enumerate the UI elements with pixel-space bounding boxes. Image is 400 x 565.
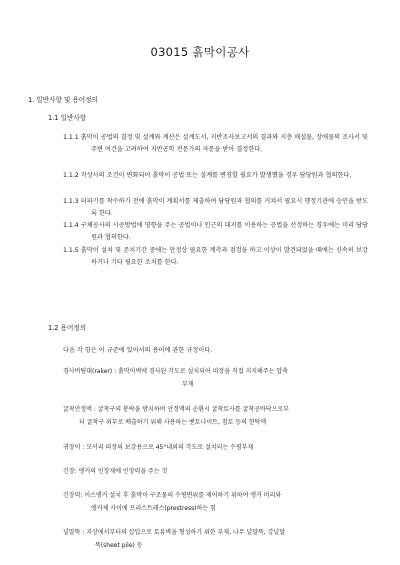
item-number: 1.1.5 <box>63 247 79 254</box>
item-text: 구체공사의 시공방법에 영향을 주는 공법이나 인근의 대지를 이용하는 공법을 선정하는 경우에는 미리 담당원과 협의한다. <box>80 222 369 242</box>
item-text: 흙막이 공법의 결정 및 설계와 계산은 설계도서, 지반조사보고서의 결과와 지층 매설물, 장애물의 조사서 및 주변 여건을 고려하여 지반공학 전문가의 자문을 받아 결정한다. <box>80 134 368 154</box>
definition-text-continued: 터 굴착구 외부로 배출하기 위해 사용하는 벤토나이트, 점토 등의 현탁액 <box>79 418 267 426</box>
definition-text: 지상에서부터의 삽입으로 토류벽을 형성하기 위한 부재, 나무 널말뚝, 강널말 <box>86 529 285 536</box>
list-item <box>63 170 368 182</box>
definition-term: 굴착안정액 : <box>63 406 96 413</box>
item-number: 1.1.1 <box>63 134 79 141</box>
definition-text: 흙막이벽에 경사된 각도로 설치되어 띠장을 직접 지지해주는 압축 <box>118 368 288 375</box>
item-number: 1.1.4 <box>63 222 79 229</box>
definition-item <box>63 366 373 391</box>
section-heading-definitions: 1.2 용어정의 <box>48 324 87 332</box>
definition-item <box>63 527 373 552</box>
definition-term: 경사버팀대(raker) : <box>63 368 117 375</box>
definition-text-continued: 부재 <box>182 380 194 388</box>
definitions-intro: 다음 각 항은 이 규준에 있어서의 용어에 관한 규정이다. <box>63 347 213 354</box>
definition-term: 긴장: <box>63 468 77 475</box>
item-text: 작상사의 조건이 변화되어 흙막이 공법 또는 설계를 변경할 필요가 발생했을 경우 담당원과 협의한다. <box>80 172 352 179</box>
definition-text: 모서리 띠장의 보강용으로 45°내외의 각도로 설치되는 수평부재 <box>86 444 254 451</box>
definition-term: 긴장력: <box>63 492 83 499</box>
definition-item <box>63 404 373 429</box>
list-item <box>63 132 368 156</box>
document-title: 03015 흙막이공사 <box>150 45 250 59</box>
item-number: 1.1.3 <box>63 198 79 205</box>
section-heading-general: 1. 일반사항 및 용어정의 <box>28 96 98 104</box>
definition-text-continued: 뚝(sheet pile) 등 <box>95 541 143 549</box>
section-heading-general-matters: 1.1 일반사항 <box>48 114 87 122</box>
item-text: 터파기를 착수하기 전에 흙막이 계획서를 제출하여 담당원과 협의를 거쳐서 필요시 행정기관에 승인을 받도록 한다. <box>80 198 369 218</box>
definition-term: 귀장이 : <box>63 444 85 451</box>
list-item <box>63 245 368 269</box>
item-text: 흙막이 설치 및 존치기간 중에는 안정상 필요한 계측과 점검을 하고 이상이 발견되었을 때에는 신속히 보강하거나 기타 필요한 조치를 한다. <box>80 247 368 267</box>
definition-item <box>63 442 373 455</box>
definition-text-continued: 앵커체 사이에 프리스트레스(prestress)하는 힘 <box>91 504 216 512</box>
definition-item <box>63 490 373 515</box>
list-item <box>63 220 368 244</box>
item-number: 1.1.2 <box>63 172 79 179</box>
definition-text: 굴착구의 붕락을 방지하며 안정액의 순환시 굴착토사를 굴착공바닥으로부 <box>97 406 289 413</box>
definition-term: 널말뚝 : <box>63 529 85 536</box>
definition-text: 앵커의 인장재에 인장력을 주는 것 <box>78 468 168 475</box>
definition-item <box>63 466 373 479</box>
definition-text: 어스앵커 설치 후 흙막이 구조물의 수평변위를 제어하기 위하여 앵커 머리와 <box>84 492 282 499</box>
list-item <box>63 196 368 220</box>
